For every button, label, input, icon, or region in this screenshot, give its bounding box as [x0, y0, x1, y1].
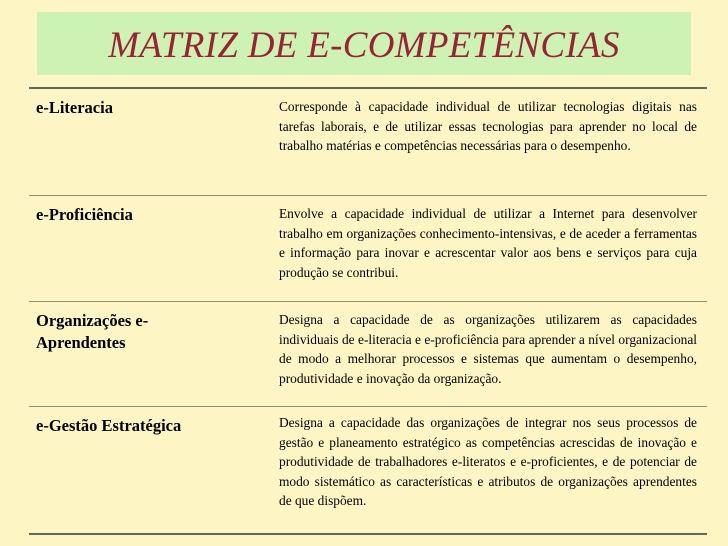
description-cell: Envolve a capacidade individual de utilizar a Internet para desenvolver trabalho em organizações conhecimento-intensivas, e de aceder a ferramentas e informação para inovar e acrescentar valor aos bens e serviços para cuja produção se contribui. — [279, 206, 697, 280]
term-cell: Organizações e-Aprendentes — [36, 311, 149, 352]
term-cell: e-Proficiência — [36, 205, 133, 224]
table-row — [29, 89, 707, 196]
term-cell: e-Literacia — [36, 98, 113, 117]
page-title: MATRIZ DE E-COMPETÊNCIAS — [108, 25, 620, 66]
table-row — [29, 407, 707, 533]
table-row — [29, 302, 707, 407]
term-cell: e-Gestão Estratégica — [36, 416, 182, 435]
description-cell: Corresponde à capacidade individual de utilizar tecnologias digitais nas tarefas laborais, e de utilizar essas tecnologias para aprender no local de trabalho matérias e competências necessárias para o desempenho. — [279, 99, 697, 154]
description-cell: Designa a capacidade de as organizações utilizarem as capacidades individuais de e-literacia e e-proficiência para aprender a nível organizacional de modo a melhorar processos e sistemas que aumentam o desempenho, produtividade e inovação da organização. — [279, 312, 697, 386]
description-cell: Designa a capacidade das organizações de integrar nos seus processos de gestão e planeamento estratégico as competências acrescidas de inovação e produtividade de trabalhadores e-literatos e e-proficientes, e de potenciar de modo sistemático as características e atributos de organizações aprendentes de que dispõem. — [279, 415, 697, 509]
title-banner — [37, 12, 691, 75]
competency-matrix-table — [29, 87, 707, 535]
table-row — [29, 196, 707, 302]
